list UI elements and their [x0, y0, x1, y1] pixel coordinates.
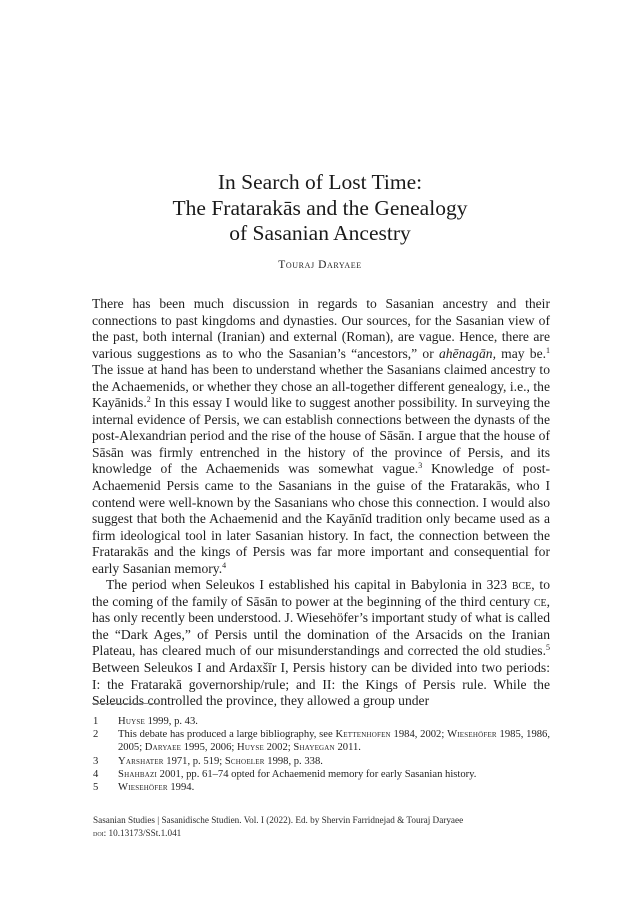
doi-value[interactable]: 10.13173/SSt.1.041: [106, 828, 182, 838]
title-line-1: In Search of Lost Time:: [217, 170, 423, 194]
text-span: There has been much discussion in regards to Sasanian ancestry and their connections to past kingdoms and dynasties. Our sources, for the Sasanian view of the past, both internal (Iranian) and external (Roman), are vague. Hence, there are various suggestions as to who the Sasanian’s “ancestors,” or: [92, 296, 550, 361]
footnote-item: [92, 755, 550, 768]
footnote-text-span: 1971, p. 519;: [163, 755, 225, 767]
cited-author: Wiesehöfer: [118, 782, 168, 794]
text-span: The period when Seleukos I established his capital in Babylonia in 323: [106, 577, 512, 593]
journal-citation: Sasanian Studies | Sasanidische Studien. Vol. I (2022). Ed. by Shervin Farridnejad & Touraj Daryaee: [93, 815, 464, 825]
text-span: In this essay I would like to suggest another possibility. In surveying the internal evidence of Persis, we can establish connections between the dynasts of the post-Alexandrian period and the rise of the house of Sāsān. I argue that the house of Sāsān was firmly entrenched in the history of the province of Persis, and its knowledge of the Achaemenids was somewhat vague.: [92, 395, 550, 477]
footnote-item: [92, 781, 550, 794]
text-span: , to the coming of the family of Sāsān to power at the beginning of the third century: [92, 577, 551, 609]
footnote-number: 4: [93, 768, 99, 780]
footnotes-list: [92, 715, 550, 794]
cited-author: Schoeler: [224, 755, 265, 767]
footnote-text-span: This debate has produced a large bibliography, see: [118, 729, 336, 741]
text-span: Between Seleukos I and Ardaxšīr I, Persis history can be divided into two periods: I: the Fratarakā governorship/rule; and II: the Kings of Persis rule. While the Seleucids controlled the province, they allowed a group under: [92, 660, 550, 709]
text-span: Knowledge of post-Achaemenid Persis came to the Sasanians in the guise of the Fratarakās, who I contend were well-known by the Sasanians who chose this connection. I would also suggest that both the Achaemenid and the Kayānīd tradition only became used as a firm ideological tool in later Sasanian history. In fact, the connection between the Fratarakās and the kings of Persis was far more important and consequential for early Sasanian memory.: [92, 461, 550, 576]
title-line-3: of Sasanian Ancestry: [229, 221, 411, 245]
italic-term: ahēnagān,: [438, 345, 496, 361]
cited-author: Shayegan: [293, 742, 335, 754]
footnote-item: [92, 715, 550, 728]
footnote-ref-1[interactable]: 1: [546, 345, 551, 355]
text-span: may be.: [495, 345, 547, 361]
footnote-text-span: 2002;: [263, 742, 294, 754]
paragraph-2: [92, 577, 550, 709]
footnote-text: [118, 782, 194, 793]
cited-author: Huyse: [118, 716, 145, 727]
footnote-text: [118, 769, 476, 780]
cited-author: Wiesehöfer: [447, 729, 497, 741]
cited-author: Yarshater: [118, 755, 164, 767]
footnote-text-span: 1985, 1986, 2005;: [118, 729, 550, 754]
footnote-text-span: 1994.: [167, 782, 195, 794]
footnote-divider: [92, 703, 160, 704]
author-name: Touraj Daryaee: [278, 259, 362, 271]
footnote-text: [118, 716, 198, 727]
doi-line: [93, 827, 553, 840]
footnote-text-span: 1995, 2006;: [181, 742, 237, 754]
footnote-text: [118, 756, 323, 767]
footnote-text-span: 1998, p. 338.: [264, 755, 323, 767]
cited-author: Huyse: [236, 742, 264, 754]
paragraph-1: [92, 296, 550, 577]
cited-author: Daryaee: [144, 742, 182, 754]
footnote-text-span: 2001, pp. 61–74 opted for Achaemenid memory for early Sasanian history.: [157, 768, 477, 780]
footnote-text-span: 2011.: [334, 742, 361, 754]
era-abbrev-bce: bce: [511, 577, 532, 593]
page-footer: [93, 814, 553, 840]
footnote-ref-3[interactable]: 3: [418, 461, 423, 471]
doi-label: doi:: [93, 828, 107, 838]
era-abbrev-ce: ce: [533, 593, 547, 609]
footnote-number: 3: [93, 755, 99, 767]
footnote-ref-2[interactable]: 2: [146, 395, 151, 405]
footnote-number: 5: [93, 782, 99, 794]
footnote-item: [92, 768, 550, 781]
footnote-text-span: 1984, 2002;: [390, 729, 448, 741]
cited-author: Kettenhofen: [335, 729, 391, 741]
title-line-2: The Fratarakās and the Genealogy: [172, 195, 468, 220]
footnote-ref-4[interactable]: 4: [222, 560, 227, 570]
footnote-number: 1: [93, 716, 99, 727]
footnote-text-span: 1999, p. 43.: [144, 716, 198, 727]
text-span: The issue at hand has been to understand whether the Sasanians claimed ancestry to the Achaemenids, or whether they chose an all-together different genealogy, i.e., the Kayānids.: [92, 362, 550, 411]
text-span: , has only recently been understood. J. Wiesehöfer’s important study of what is called the “Dark Ages,” of Persis until the domination of the Arsacids on the Iranian Plateau, has cleared much of our misunderstandings and corrected the old studies.: [92, 593, 551, 659]
footnote-item: [92, 728, 550, 754]
footnote-number: 2: [93, 729, 99, 741]
footnote-ref-5[interactable]: 5: [546, 643, 550, 653]
article-title: [0, 170, 640, 247]
cited-author: Shahbazi: [118, 768, 157, 780]
footnote-text: [118, 729, 550, 753]
body-text: [92, 296, 550, 710]
